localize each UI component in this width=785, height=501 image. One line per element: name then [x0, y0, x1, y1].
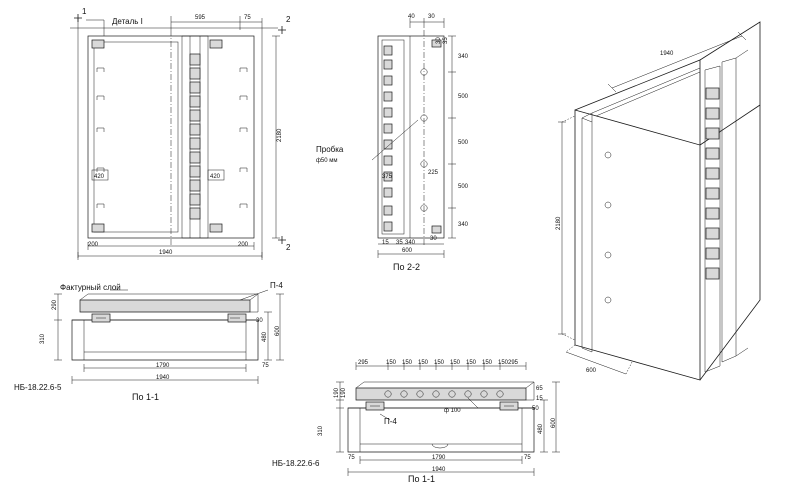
dim-150-2: 150 — [402, 360, 413, 366]
dim-top-75: 75 — [244, 15, 251, 21]
dim-b-30inner: 30 — [430, 236, 437, 242]
dim-310: 310 — [40, 333, 46, 344]
dim-15: 15 — [536, 396, 543, 402]
dim-600-b: 600 — [551, 417, 557, 428]
dim-r-30: 30 — [436, 37, 442, 44]
dim-r-340: 340 — [458, 54, 469, 60]
dim-b-600: 600 — [402, 248, 413, 254]
callout-1: 1 — [82, 7, 87, 16]
mark-nb-18-22-6-5: НБ-18.22.6-5 — [14, 383, 62, 392]
dim-150-6: 150 — [466, 360, 477, 366]
view-isometric — [556, 22, 760, 380]
label-probka-spec: ф50 мм — [316, 158, 338, 164]
dim-40: 40 — [408, 14, 415, 20]
dim-310-b: 310 — [318, 425, 324, 436]
dim-150-4: 150 — [434, 360, 445, 366]
dim-bottom-200-left: 200 — [88, 242, 99, 248]
dim-225: 225 — [428, 170, 439, 176]
view-section-2-2 — [316, 14, 469, 272]
dim-75-left-b: 75 — [348, 455, 355, 461]
dim-r-500a: 500 — [458, 94, 469, 100]
dim-600: 600 — [275, 325, 281, 336]
dim-75-right-b: 75 — [524, 455, 531, 461]
label-detail: Деталь I — [112, 17, 143, 26]
dim-375: 375 — [382, 174, 393, 180]
dim-295-right: 295 — [508, 360, 519, 366]
dim-height-2180: 2180 — [277, 128, 283, 142]
dim-bottom-1940: 1940 — [159, 250, 173, 256]
dim-290: 290 — [52, 299, 58, 310]
label-section-1-1-top: По 1-1 — [132, 392, 159, 402]
dim-50: 50 — [532, 406, 539, 412]
view-section-1-1-top — [14, 281, 284, 402]
dim-190b: 190 — [334, 387, 340, 398]
iso-rib-blocks — [706, 88, 719, 279]
dim-150-3: 150 — [418, 360, 429, 366]
dim-inner-left-420: 420 — [94, 174, 105, 180]
label-p4-top: П-4 — [270, 281, 283, 290]
label-d100: ф 100 — [444, 408, 461, 414]
iso-plugs — [605, 152, 611, 303]
dim-1940-bottom: 1940 — [432, 467, 446, 473]
label-section-2-2: По 2-2 — [393, 262, 420, 272]
dim-150-1: 150 — [386, 360, 397, 366]
dim-iso-600: 600 — [586, 368, 597, 374]
mark-nb-18-22-6-6: НБ-18.22.6-6 — [272, 459, 320, 468]
dim-b-340: 340 — [405, 240, 416, 246]
dim-1940-top: 1940 — [156, 375, 170, 381]
label-fakturnyi: Фактурный слой — [60, 283, 121, 292]
dim-295-left: 295 — [358, 360, 369, 366]
label-probka: Пробка — [316, 145, 344, 154]
dim-r-500c: 500 — [458, 184, 469, 190]
dim-30: 30 — [428, 14, 435, 20]
dim-190a: 190 — [341, 387, 347, 398]
dim-480: 480 — [262, 331, 268, 342]
dim-b-35: 35 — [396, 240, 403, 246]
dim-iso-1940: 1940 — [660, 51, 674, 57]
dim-1790-bottom: 1790 — [432, 455, 446, 461]
dim-150-8: 150 — [498, 360, 509, 366]
label-section-1-1-bottom: По 1-1 — [408, 474, 435, 484]
view-elevation — [70, 7, 291, 260]
dim-r-35: 35 — [443, 37, 449, 44]
label-p4-bottom: П-4 — [384, 417, 397, 426]
dim-bottom-200-right: 200 — [238, 242, 249, 248]
view-section-1-1-bottom — [272, 360, 560, 484]
dim-r-340b: 340 — [458, 222, 469, 228]
dim-r-500b: 500 — [458, 140, 469, 146]
dim-65: 65 — [536, 386, 543, 392]
dim-1790-top: 1790 — [156, 363, 170, 369]
dim-b-15: 15 — [382, 240, 389, 246]
dim-480-b: 480 — [538, 423, 544, 434]
dim-150-5: 150 — [450, 360, 461, 366]
embed-marks — [97, 68, 247, 208]
dim-75-top: 75 — [262, 363, 269, 369]
rib-blocks — [190, 54, 200, 219]
dim-iso-2180: 2180 — [556, 216, 562, 230]
dim-inner-right-420: 420 — [210, 174, 221, 180]
dim-top-595: 595 — [195, 15, 206, 21]
section-mark-2-bottom: 2 — [286, 243, 291, 252]
section-mark-2-top: 2 — [286, 15, 291, 24]
dim-150-7: 150 — [482, 360, 493, 366]
dim-30-top: 30 — [256, 318, 263, 324]
